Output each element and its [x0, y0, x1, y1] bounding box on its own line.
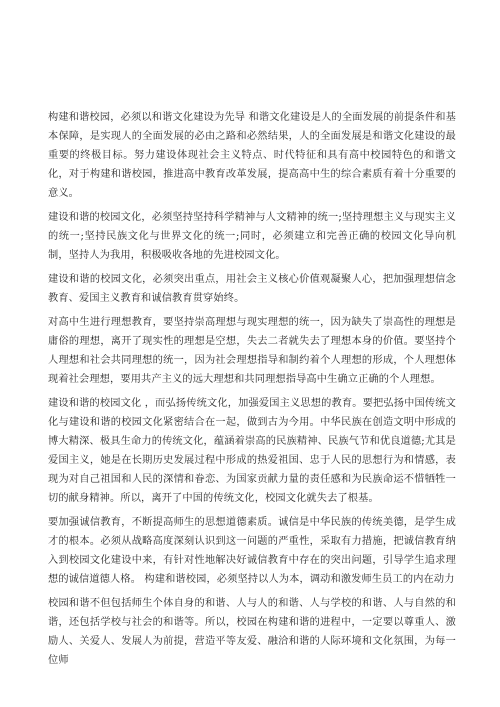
paragraph-ideal-education: 对高中生进行理想教育，要坚持崇高理想与现实理想的统一，因为缺失了崇高性的理想是庸俗的理想，离开了现实性的理想是空想，失去二者就失去了理想本身的价值。要坚持个人理想和社会共同理想的统一，因为社会理想指导和制约着个人理想的形成，个人理想体现着社会理想，要用共产主义的远大理想和共同理想指导高中生确立正确的个人理想。	[48, 317, 456, 385]
document-body	[48, 108, 456, 675]
paragraph-campus-harmony: 校园和谐不但包括师生个体自身的和谐、人与人的和谐、人与学校的和谐、人与自然的和谐，还包括学校与社会的和谐等。所以，校园在构建和谐的进程中，一定要以尊重人、激励人、关爱人、发展人为前提，营造平等友爱、融洽和谐的人际环境和文化氛围，为每一位师	[48, 598, 456, 666]
paragraph-core-values: 建设和谐的校园文化，必须突出重点，用社会主义核心价值观凝聚人心，把加强理想信念教育、爱国主义教育和诚信教育贯穿始终。	[48, 274, 456, 304]
paragraph-traditional-culture: 建设和谐的校园文化 ，而弘扬传统文化，加强爱国主义思想的教育。要把弘扬中国传统文化与建设和谐的校园文化紧密结合在一起，做到古为今用。中华民族在创造文明中形成的博大精深、极具生命力的传统文化，蕴涵着崇高的民族精神、民族气节和优良道德;尤其是爱国主义，她是在长期历史发展过程中形成的热爱祖国、忠于人民的思想行为和情感，表现为对自己祖国和人民的深情和眷恋、为国家贡献力量的责任感和为民族命运不惜牺牲一切的献身精神。所以，离开了中国的传统文化，校园文化就失去了根基。	[48, 398, 456, 504]
paragraph-science-humanism-unity: 建设和谐的校园文化，必须坚持坚持科学精神与人文精神的统一;坚持理想主义与现实主义的统一;坚持民族文化与世界文化的统一;同时，必须建立和完善正确的校园文化导向机制，坚持人为我用，积极吸收各地的先进校园文化。	[48, 212, 456, 261]
paragraph-harmonious-culture-lead: 构建和谐校园，必须以和谐文化建设为先导 和谐文化建设是人的全面发展的前提条件和基本保障，是实现人的全面发展的必由之路和必然结果，人的全面发展是和谐文化建设的最重要的终极目标。努力建设体现社会主义特点、时代特征和具有高中校园特色的和谐文化，对于构建和谐校园，推进高中教育改革发展，提高高中生的综合素质有着十分重要的意义。	[48, 112, 456, 199]
paragraph-integrity-education: 要加强诚信教育，不断提高师生的思想道德素质。诚信是中华民族的传统美德，是学生成才的根本。必须从战略高度深刻认识到这一问题的严重性，采取有力措施，把诚信教育纳入到校园文化建设中来，有针对性地解决好诚信教育中存在的突出问题，引导学生追求理想的诚信道德人格。 构建和谐校园，必须坚持以人为本，调动和激发师生员工的内在动力	[48, 517, 456, 585]
